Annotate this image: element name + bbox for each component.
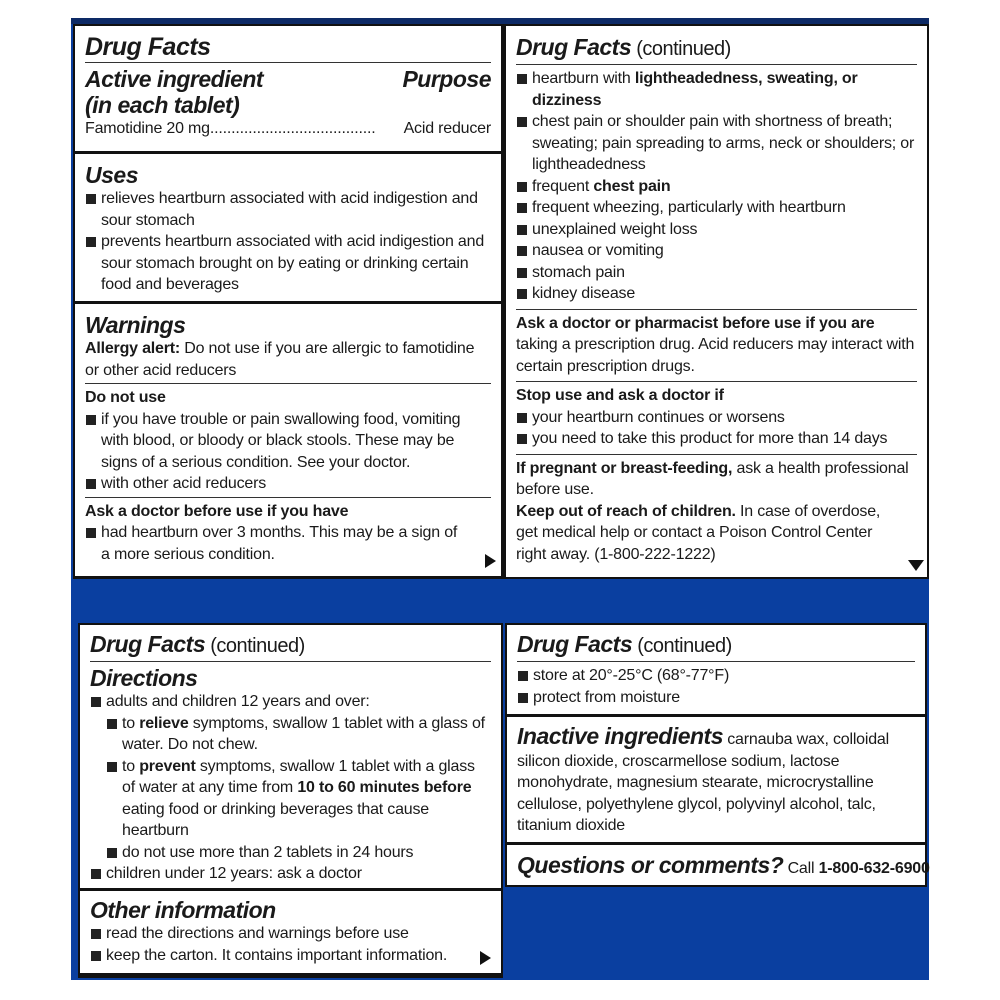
do-not-use-heading: Do not use: [85, 389, 166, 406]
list-item: chest pain or shoulder pain with shortness of breath; sweating; pain spreading to arms, neck or shoulders; or lightheadedness: [516, 111, 917, 176]
divider: [516, 309, 917, 310]
list-item: prevents heartburn associated with acid indigestion and sour stomach brought on by eating or drinking certain food and beverages: [85, 231, 491, 296]
warnings-continued-section: [506, 26, 927, 581]
phone-number: 1-800-632-6900: [818, 860, 930, 877]
inactive-ingredients-section: [507, 717, 925, 845]
list-item: protect from moisture: [517, 687, 915, 709]
continue-arrow-icon: [480, 951, 491, 965]
warnings-heading: Warnings: [85, 312, 186, 338]
list-item: if you have trouble or pain swallowing food, vomiting with blood, or bloody or black stools. These may be signs of a serious condition. See your doctor.: [85, 409, 491, 474]
list-item: adults and children 12 years and over:: [90, 691, 491, 713]
active-ingredient-section: [75, 26, 501, 154]
panel-title: Drug Facts: [516, 34, 632, 60]
list-item: you need to take this product for more than 14 days: [516, 428, 917, 450]
continued-label: (continued): [632, 635, 732, 657]
list-item: children under 12 years: ask a doctor: [90, 863, 491, 885]
drug-facts-panel-1: [73, 24, 503, 579]
divider: [516, 64, 917, 65]
list-item: read the directions and warnings before use: [90, 923, 491, 945]
panel-title: Drug Facts: [85, 33, 211, 61]
other-information-section: [80, 891, 501, 976]
directions-section: [80, 625, 501, 891]
inactive-ingredients-heading: Inactive ingredients: [517, 723, 724, 749]
list-item: frequent wheezing, particularly with heartburn: [516, 197, 917, 219]
stop-use-heading: Stop use and ask a doctor if: [516, 387, 724, 404]
pregnant-label: If pregnant or breast-feeding,: [516, 459, 733, 477]
list-item: kidney disease: [516, 283, 917, 305]
list-item: had heartburn over 3 months. This may be a sign of a more serious condition.: [85, 522, 491, 565]
pharmacist-heading: Ask a doctor or pharmacist before use if you are: [516, 314, 875, 332]
warnings-section: [75, 304, 501, 579]
continue-down-arrow-icon: [908, 560, 924, 571]
inactive-ingredients-text: carnauba wax, colloidal silicon dioxide, croscarmellose sodium, lactose monohydrate, magnesium stearate, microcrystalline cellulose, polyethylene glycol, polyvinyl alcohol, talc, titanium dioxide: [517, 731, 889, 834]
list-item: do not use more than 2 tablets in 24 hours: [106, 842, 491, 864]
allergy-alert-text: Do not use if you are allergic to famotidine or other acid reducers: [85, 340, 475, 379]
ingredient-row: [85, 118, 491, 140]
list-item: keep the carton. It contains important information.: [90, 945, 491, 967]
active-ingredient-heading: Active ingredient: [85, 66, 264, 92]
divider: [516, 381, 917, 382]
ingredient-name: Famotidine 20 mg: [85, 120, 210, 137]
divider: [85, 62, 491, 63]
active-ingredient-subheading: (in each tablet): [85, 92, 240, 118]
uses-heading: Uses: [85, 162, 138, 188]
list-item: to prevent symptoms, swallow 1 tablet with a glass of water at any time from 10 to 60 minutes before eating food or drinking beverages that cause heartburn: [106, 756, 491, 842]
ask-doctor-heading: Ask a doctor before use if you have: [85, 502, 349, 520]
drug-facts-panel-2: [503, 24, 929, 579]
list-item: unexplained weight loss: [516, 219, 917, 241]
panel-title: Drug Facts: [90, 631, 206, 657]
list-item: heartburn with lightheadedness, sweating, or dizziness: [516, 68, 917, 111]
list-item: frequent chest pain: [516, 176, 917, 198]
continue-arrow-icon: [485, 554, 496, 568]
questions-section: [507, 845, 930, 885]
list-item: your heartburn continues or worsens: [516, 407, 917, 429]
drug-facts-panel-4: [505, 623, 930, 887]
other-information-heading: Other information: [90, 897, 276, 923]
drug-facts-panel-3: [78, 623, 503, 978]
continued-label: (continued): [631, 38, 731, 60]
ingredient-purpose: Acid reducer: [403, 120, 491, 137]
divider: [90, 661, 491, 662]
list-item: store at 20°-25°C (68°-77°F): [517, 665, 915, 687]
list-item: relieves heartburn associated with acid indigestion and sour stomach: [85, 188, 491, 231]
directions-heading: Directions: [90, 665, 198, 691]
divider: [85, 497, 491, 498]
divider: [517, 661, 915, 662]
divider: [516, 454, 917, 455]
storage-section: [507, 625, 925, 717]
panel-title: Drug Facts: [517, 631, 633, 657]
call-label: Call: [783, 860, 819, 877]
list-item: nausea or vomiting: [516, 240, 917, 262]
continued-label: (continued): [205, 635, 305, 657]
pregnant-text: ask a health professional before use.: [516, 459, 909, 498]
allergy-alert-label: Allergy alert:: [85, 340, 181, 357]
list-item: stomach pain: [516, 262, 917, 284]
pharmacist-text: taking a prescription drug. Acid reducers may interact with certain prescription drugs.: [516, 336, 915, 375]
questions-heading: Questions or comments?: [517, 852, 784, 878]
purpose-heading: Purpose: [402, 66, 491, 92]
list-item: with other acid reducers: [85, 473, 491, 495]
leader-dots: .......................................: [209, 120, 376, 137]
list-item: to relieve symptoms, swallow 1 tablet with a glass of water. Do not chew.: [106, 713, 491, 756]
divider: [85, 383, 491, 384]
uses-section: [75, 154, 501, 304]
keep-out-text: In case of overdose, get medical help or contact a Poison Control Center right away. (1-800-222-1222): [516, 502, 881, 563]
keep-out-label: Keep out of reach of children.: [516, 502, 736, 520]
